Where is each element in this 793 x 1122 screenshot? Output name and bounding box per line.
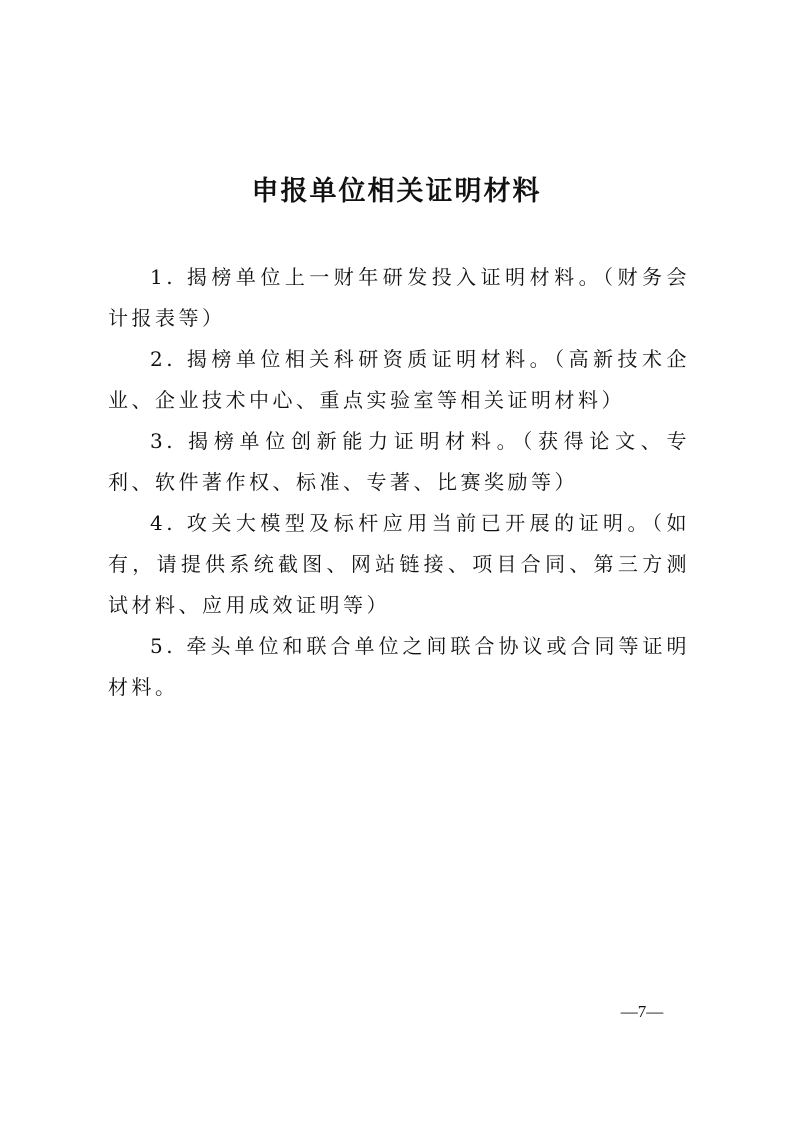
list-item-1: 1. 揭榜单位上一财年研发投入证明材料。（财务会计报表等）: [108, 265, 690, 330]
document-body: [108, 257, 690, 708]
list-item-5: 5. 牵头单位和联合单位之间联合协议或合同等证明材料。: [108, 634, 690, 699]
page-title: 申报单位相关证明材料: [251, 176, 542, 207]
list-item-4: 4. 攻关大模型及标杆应用当前已开展的证明。（如有，请提供系统截图、网站链接、项目合同、第三方测试材料、应用成效证明等）: [108, 511, 690, 617]
page-number: —7—: [620, 1002, 664, 1021]
list-item-2: 2. 揭榜单位相关科研资质证明材料。（高新技术企业、企业技术中心、重点实验室等相关证明材料）: [108, 347, 690, 412]
list-item-3: 3. 揭榜单位创新能力证明材料。（获得论文、专利、软件著作权、标准、专著、比赛奖励等）: [108, 429, 690, 494]
